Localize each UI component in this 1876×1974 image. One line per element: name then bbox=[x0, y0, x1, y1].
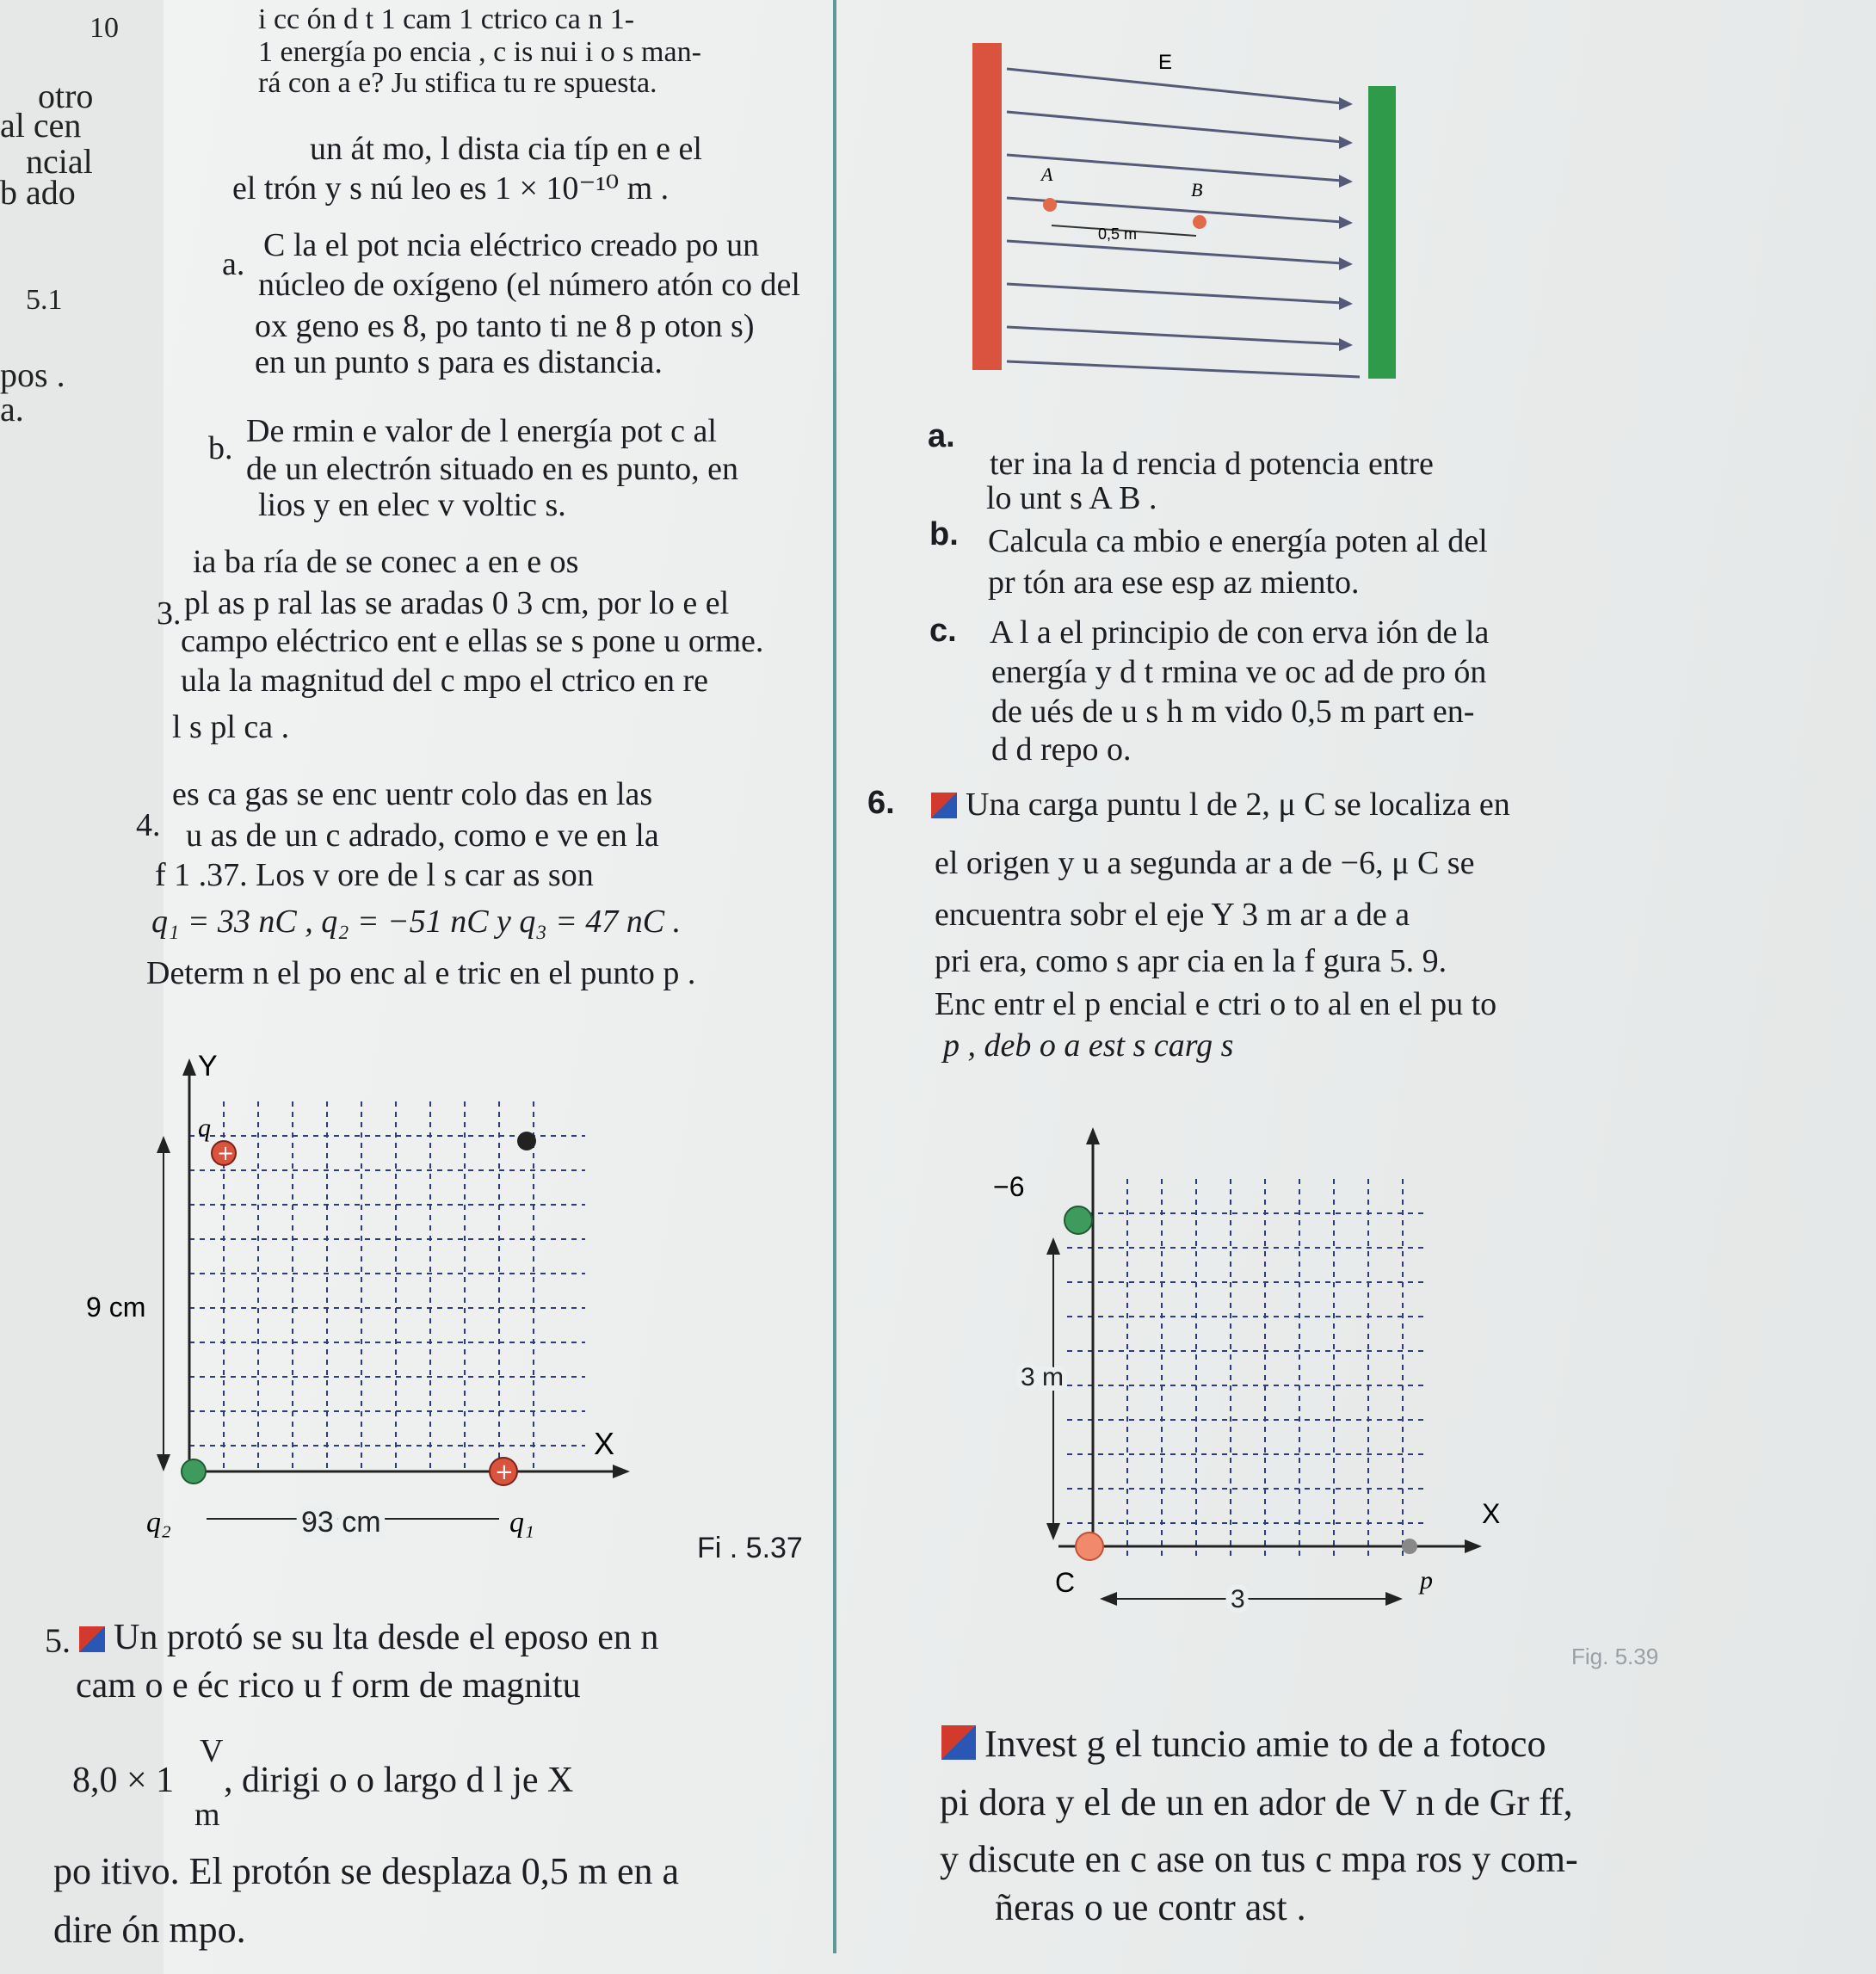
dimension-label-vertical: 3 m bbox=[1021, 1363, 1065, 1391]
text-line: de ués de u s h m vido 0,5 m part en- bbox=[991, 694, 1475, 730]
text-line: f 1 .37. Los v ore de l s car as son bbox=[155, 857, 594, 893]
margin-text-4: b ado bbox=[0, 173, 76, 212]
item-number: 3. bbox=[157, 595, 182, 632]
point-p bbox=[517, 1132, 536, 1150]
arrow-right-icon bbox=[1385, 1592, 1403, 1606]
text-line: ula la magnitud del c mpo el ctrico en re bbox=[181, 663, 709, 699]
point-label-A: A bbox=[1041, 163, 1053, 185]
column-divider bbox=[833, 0, 836, 1953]
margin-text-2: al cen bbox=[0, 106, 82, 145]
item-label: a. bbox=[222, 246, 245, 282]
item-label: b. bbox=[929, 516, 959, 552]
magnitude-value: 8,0 × 1 bbox=[72, 1761, 175, 1800]
figure-caption-5-39: Fig. 5.39 bbox=[1571, 1644, 1659, 1669]
text-line: ia ba ría de se conec a en e os bbox=[193, 544, 579, 580]
text-line: un át mo, l dista cia típ en e el bbox=[310, 131, 702, 167]
text-line: 1 energía po encia , c is nui i o s man- bbox=[258, 36, 701, 68]
activity-icon bbox=[931, 793, 957, 818]
origin-label: C bbox=[1055, 1567, 1076, 1598]
text-line: d d repo o. bbox=[991, 731, 1132, 768]
arrow-left-icon bbox=[1100, 1592, 1117, 1606]
text-line: p , deb o a est s carg s bbox=[943, 1027, 1234, 1064]
text-line: Enc entr el p encial e ctri o to al en el pu to bbox=[935, 986, 1497, 1022]
charge-label-bottom-left: q₂ bbox=[146, 1507, 171, 1539]
text-line: C la el pot ncia eléctrico creado po un bbox=[263, 227, 760, 263]
margin-text-3: ncial bbox=[26, 142, 93, 181]
text-line: el trón y s nú leo es 1 × 10⁻¹⁰ m . bbox=[232, 170, 670, 207]
charge-bottom-left-negative bbox=[182, 1459, 206, 1484]
text-line: campo eléctrico ent e ellas se s pone u orme. bbox=[181, 623, 764, 659]
text-line: q₁ = 33 nC , q₂ = −51 nC y q₃ = 47 nC . bbox=[151, 904, 682, 940]
y-axis-arrow-icon bbox=[182, 1058, 196, 1076]
x-axis-arrow-icon bbox=[613, 1465, 630, 1478]
figure-caption-5-37: Fi . 5.37 bbox=[697, 1532, 803, 1564]
page-number: 10 bbox=[89, 12, 119, 44]
negative-plate bbox=[1368, 86, 1396, 379]
item-number: 6. bbox=[867, 785, 895, 821]
text-line: De rmin e valor de l energía pot c al bbox=[246, 413, 717, 449]
field-arrow-icons bbox=[1339, 97, 1353, 351]
text-line: encuentra sobr el eje Y 3 m ar a de a bbox=[935, 897, 1410, 933]
unit-denominator: m bbox=[194, 1797, 220, 1833]
margin-text-5: 5.1 bbox=[26, 284, 63, 316]
text-line: Determ n el po enc al e tric en el punto p . bbox=[146, 955, 696, 991]
text-line: pri era, como s apr cia en la f gura 5. 9. bbox=[935, 943, 1447, 979]
margin-text-6: pos . bbox=[0, 355, 65, 394]
grid bbox=[1067, 1179, 1429, 1558]
text-line: , dirigi o o largo d l je X bbox=[224, 1761, 574, 1800]
field-label-E: E bbox=[1158, 51, 1173, 74]
figure-5-39 bbox=[981, 1127, 1532, 1613]
text-line: pr tón ara ese esp az miento. bbox=[988, 564, 1360, 601]
text-line: lios y en elec v voltic s. bbox=[258, 487, 566, 523]
text-line: ter ina la d rencia d potencia entre bbox=[990, 446, 1434, 482]
text-line: pi dora y el de un en ador de V n de Gr ff, bbox=[940, 1781, 1573, 1823]
text-line: rá con a e? Ju stifica tu re spuesta. bbox=[258, 67, 657, 99]
positive-plate bbox=[972, 43, 1002, 370]
text-line: pl as p ral las se aradas 0 3 cm, por lo e el bbox=[184, 585, 730, 621]
dimension-label-horizontal: 3 bbox=[1231, 1585, 1245, 1613]
charge-negative bbox=[1065, 1206, 1092, 1234]
point-label-B: B bbox=[1191, 179, 1203, 200]
item-number: 4. bbox=[136, 807, 161, 843]
charge-label-top: q bbox=[198, 1113, 211, 1142]
grid bbox=[189, 1101, 585, 1471]
x-axis-arrow-icon bbox=[1465, 1539, 1482, 1553]
text-line: y discute en c ase on tus c mpa ros y com- bbox=[940, 1838, 1578, 1880]
text-line: l s pl ca . bbox=[172, 709, 290, 745]
arrow-down-icon bbox=[157, 1454, 170, 1471]
text-line: en un punto s para es distancia. bbox=[255, 344, 663, 380]
investigate-icon bbox=[941, 1725, 976, 1760]
arrow-up-icon bbox=[157, 1136, 170, 1153]
plus-icon: + bbox=[495, 1459, 514, 1485]
text-line: Un protó se su lta desde el eposo en n bbox=[79, 1618, 658, 1657]
text-line: lo unt s A B . bbox=[986, 480, 1157, 516]
field-lines bbox=[1007, 69, 1360, 377]
distance-label: 0,5 m bbox=[1098, 225, 1138, 243]
point-A bbox=[1043, 198, 1057, 212]
axis-label-x: X bbox=[1482, 1498, 1501, 1529]
arrow-up-icon bbox=[1046, 1237, 1060, 1255]
text-line: Invest g el tuncio amie to de a fotoco bbox=[941, 1724, 1546, 1764]
text-line: energía y d t rmina ve oc ad de pro ón bbox=[991, 654, 1487, 690]
margin-text-1: otro bbox=[38, 77, 94, 115]
text-line: núcleo de oxígeno (el número atón co del bbox=[258, 267, 800, 303]
text-line: ox geno es 8, po tanto ti ne 8 p oton s) bbox=[255, 308, 755, 344]
axis-label-x: X bbox=[594, 1426, 615, 1461]
text-line: po itivo. El protón se desplaza 0,5 m en a bbox=[53, 1850, 680, 1892]
dimension-label-vertical: 9 cm bbox=[86, 1292, 146, 1323]
activity-icon bbox=[79, 1626, 105, 1652]
text-line: de un electrón situado en es punto, en bbox=[246, 451, 738, 487]
arrow-down-icon bbox=[1046, 1523, 1060, 1540]
charge-label-top: −6 bbox=[993, 1171, 1025, 1202]
figure-5-37 bbox=[86, 1050, 826, 1566]
margin-text-7: a. bbox=[0, 390, 24, 429]
charge-label-bottom-right: q₁ bbox=[509, 1507, 534, 1539]
figure-electric-field bbox=[955, 34, 1403, 396]
text-line: dire ón mpo. bbox=[53, 1909, 246, 1951]
text-line: Una carga puntu l de 2, μ C se localiza en bbox=[931, 785, 1510, 824]
text-line: Calcula ca mbio e energía poten al del bbox=[988, 523, 1488, 559]
item-label: c. bbox=[929, 613, 957, 649]
unit-numerator: V bbox=[200, 1733, 224, 1769]
axis-label-y: Y bbox=[198, 1050, 218, 1083]
text-line: ñeras o ue contr ast . bbox=[995, 1886, 1306, 1928]
charge-origin bbox=[1076, 1533, 1103, 1560]
text-line: cam o e éc rico u f orm de magnitu bbox=[76, 1666, 581, 1706]
text-line: i cc ón d t 1 cam 1 ctrico ca n 1- bbox=[258, 3, 635, 35]
text-line: A l a el principio de con erva ión de la bbox=[990, 614, 1490, 651]
item-label: a. bbox=[928, 418, 955, 454]
plus-icon: + bbox=[217, 1141, 235, 1165]
item-number: 5. bbox=[45, 1621, 71, 1660]
y-axis-arrow-icon bbox=[1086, 1127, 1100, 1144]
dimension-label-horizontal: 93 cm bbox=[301, 1506, 381, 1539]
point-label-p: p bbox=[1420, 1566, 1433, 1595]
text-line: u as de un c adrado, como e ve en la bbox=[186, 817, 659, 854]
point-p bbox=[1402, 1539, 1417, 1554]
text-line: es ca gas se enc uentr colo das en las bbox=[172, 776, 653, 812]
item-label: b. bbox=[208, 430, 233, 466]
text-line: el origen y u a segunda ar a de −6, μ C se bbox=[935, 845, 1475, 881]
point-B bbox=[1193, 215, 1206, 229]
